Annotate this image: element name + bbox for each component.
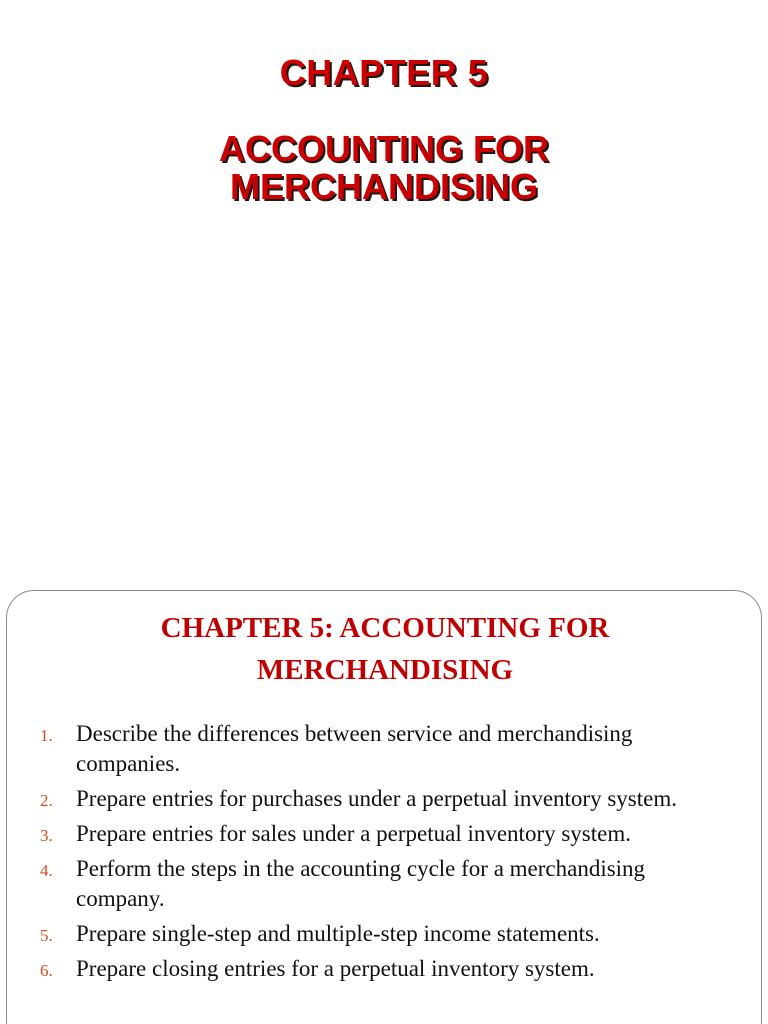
objective-number: 2.	[40, 791, 53, 810]
chapter-subtitle-line: ACCOUNTING FOR	[219, 128, 549, 169]
chapter-subtitle	[0, 130, 768, 206]
objective-item	[7, 719, 747, 779]
objective-item	[7, 819, 747, 849]
objective-text: Perform the steps in the accounting cycle for a merchandising company.	[76, 856, 646, 911]
objective-number: 1.	[40, 726, 53, 745]
chapter-title: CHAPTER 5	[279, 52, 489, 93]
objective-number: 6.	[40, 961, 53, 980]
chapter-subtitle-line: MERCHANDISING	[229, 166, 538, 207]
learning-objectives-list	[7, 719, 747, 989]
objective-text: Describe the differences between service and merchandising companies.	[76, 721, 633, 776]
objectives-title-line: MERCHANDISING	[256, 654, 514, 686]
objective-text: Prepare entries for purchases under a perpetual inventory system.	[76, 786, 677, 811]
objective-number: 4.	[40, 861, 53, 880]
objective-number: 5.	[40, 926, 53, 945]
objective-item	[7, 854, 747, 914]
objective-number: 3.	[40, 826, 53, 845]
objective-item	[7, 784, 747, 814]
objectives-slide	[6, 590, 762, 1024]
objective-text: Prepare single-step and multiple-step income statements.	[76, 921, 600, 946]
objective-item	[7, 919, 747, 949]
objective-item	[7, 954, 747, 984]
objective-text: Prepare entries for sales under a perpetual inventory system.	[76, 821, 631, 846]
objectives-title-line: CHAPTER 5: ACCOUNTING FOR	[160, 612, 610, 644]
objective-text: Prepare closing entries for a perpetual inventory system.	[76, 956, 595, 981]
objectives-slide-title	[7, 607, 763, 691]
